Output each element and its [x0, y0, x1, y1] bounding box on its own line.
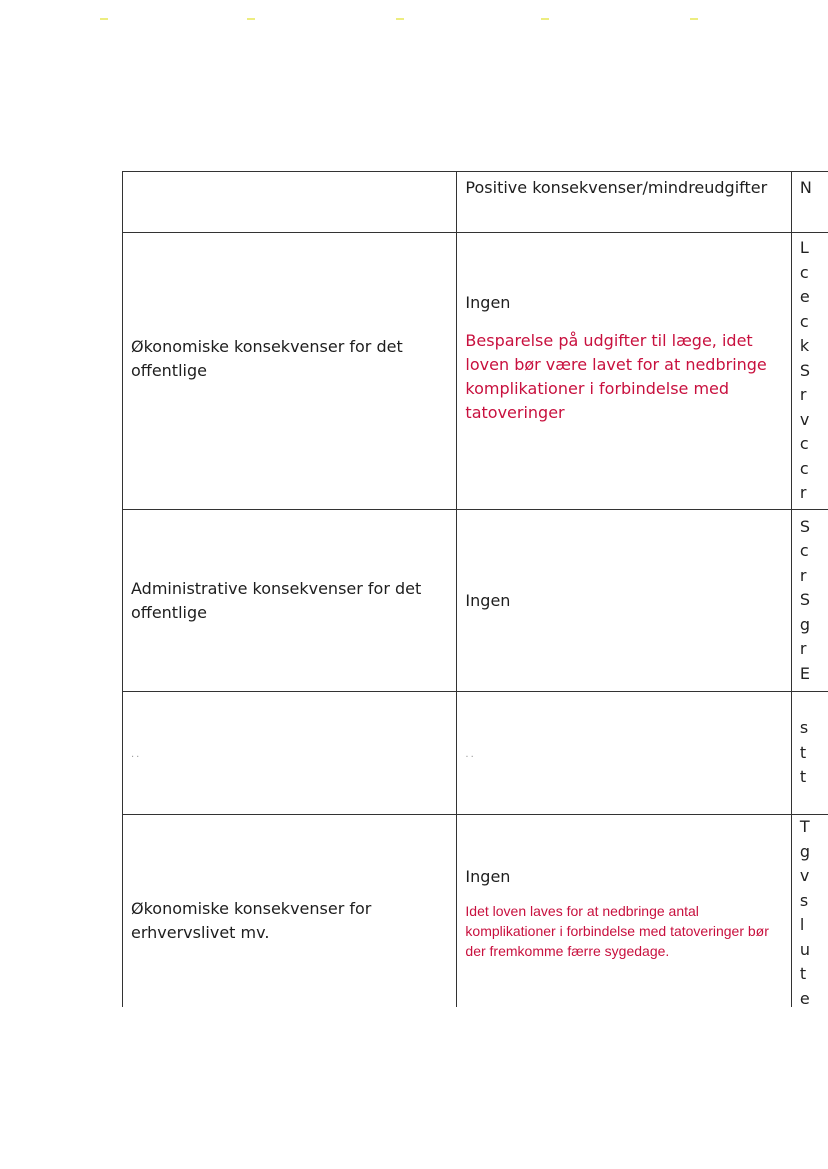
table-row — [123, 815, 828, 1008]
row-positive — [457, 233, 791, 510]
table-row — [123, 692, 828, 815]
positive-note: Besparelse på udgifter til læge, idet loven bør være lavet for at nedbringe komplikationer i forbindelse med tatoveringer — [465, 331, 767, 422]
scan-artifacts — [0, 14, 828, 44]
row-positive — [457, 815, 791, 1008]
positive-text: Ingen — [465, 293, 511, 312]
cut-column-cell: s t t — [791, 692, 828, 815]
positive-note: Idet loven laves for at nedbringe antal komplikationer i forbindelse med tatoveringer bør der fremkomme færre sygedage. — [465, 903, 769, 959]
row-positive: Ingen — [457, 510, 791, 692]
row-positive: .. — [457, 692, 791, 815]
table-row — [123, 510, 828, 692]
header-cell-empty — [123, 172, 457, 233]
table-row — [123, 233, 828, 510]
cut-column-cell: L c e c k S r v c c r — [791, 233, 828, 510]
consequences-table — [122, 171, 828, 1007]
row-label: Administrative konsekvenser for det offentlige — [123, 510, 457, 692]
row-label: Økonomiske konsekvenser for erhvervslivet mv. — [123, 815, 457, 1008]
positive-text: Ingen — [465, 867, 511, 886]
header-cell-positive: Positive konsekvenser/mindreudgifter — [457, 172, 791, 233]
row-label: Økonomiske konsekvenser for det offentlige — [123, 233, 457, 510]
row-label: .. — [123, 692, 457, 815]
header-cell-cut: N — [791, 172, 828, 233]
cut-column-cell: T g v s l u t e — [791, 815, 828, 1008]
table-header-row — [123, 172, 828, 233]
cut-column-cell: S c r S g r E — [791, 510, 828, 692]
